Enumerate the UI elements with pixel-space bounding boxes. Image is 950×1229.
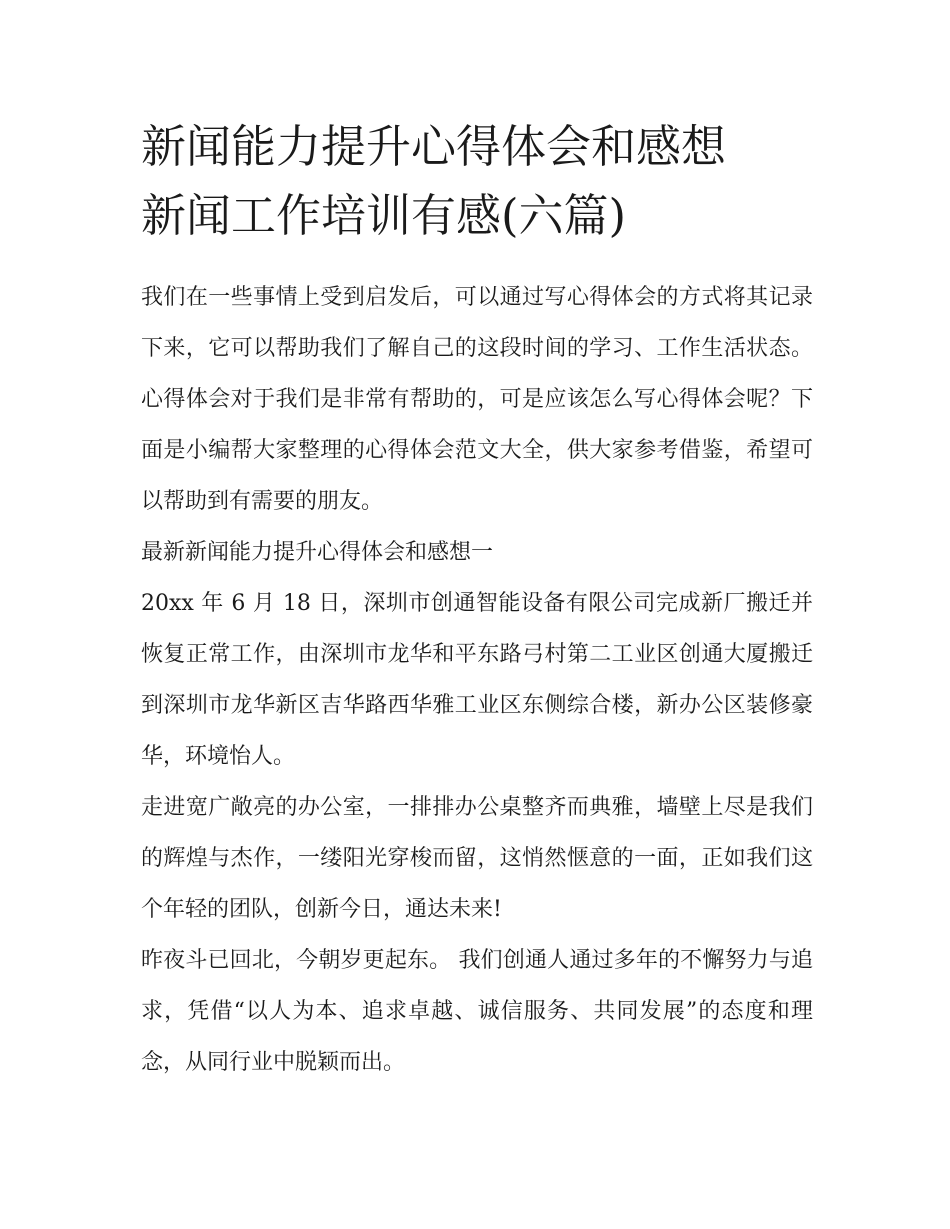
body-paragraph: 20xx 年 6 月 18 日，深圳市创通智能设备有限公司完成新厂搬迁并恢复正常工作，由深圳市龙华和平东路弓村第二工业区创通大厦搬迁到深圳市龙华新区吉华路西华雅工业区东侧综合楼，新办公区装修豪华，环境怡人。: [141, 591, 813, 769]
body-paragraph: 走进宽广敞亮的办公室，一排排办公桌整齐而典雅，墙壁上尽是我们的辉煌与杰作，一缕阳光穿梭而留，这悄然惬意的一面，正如我们这个年轻的团队，创新今日，通达未来!: [141, 795, 813, 922]
document-page: [141, 112, 813, 1088]
document-body: [141, 272, 813, 1088]
title-line-2: 新闻工作培训有感(六篇): [141, 189, 627, 242]
section-heading: 最新新闻能力提升心得体会和感想一: [141, 540, 494, 565]
intro-paragraph: 我们在一些事情上受到启发后，可以通过写心得体会的方式将其记录下来，它可以帮助我们了解自己的这段时间的学习、工作生活状态。心得体会对于我们是非常有帮助的，可是应该怎么写心得体会呢？下面是小编帮大家整理的心得体会范文大全，供大家参考借鉴，希望可以帮助到有需要的朋友。: [141, 285, 813, 514]
document-title: [141, 112, 813, 250]
body-paragraph: 昨夜斗已回北，今朝岁更起东。 我们创通人通过多年的不懈努力与追求，凭借“以人为本、追求卓越、诚信服务、共同发展”的态度和理念，从同行业中脱颖而出。: [141, 948, 813, 1075]
title-line-1: 新闻能力提升心得体会和感想: [141, 120, 727, 173]
